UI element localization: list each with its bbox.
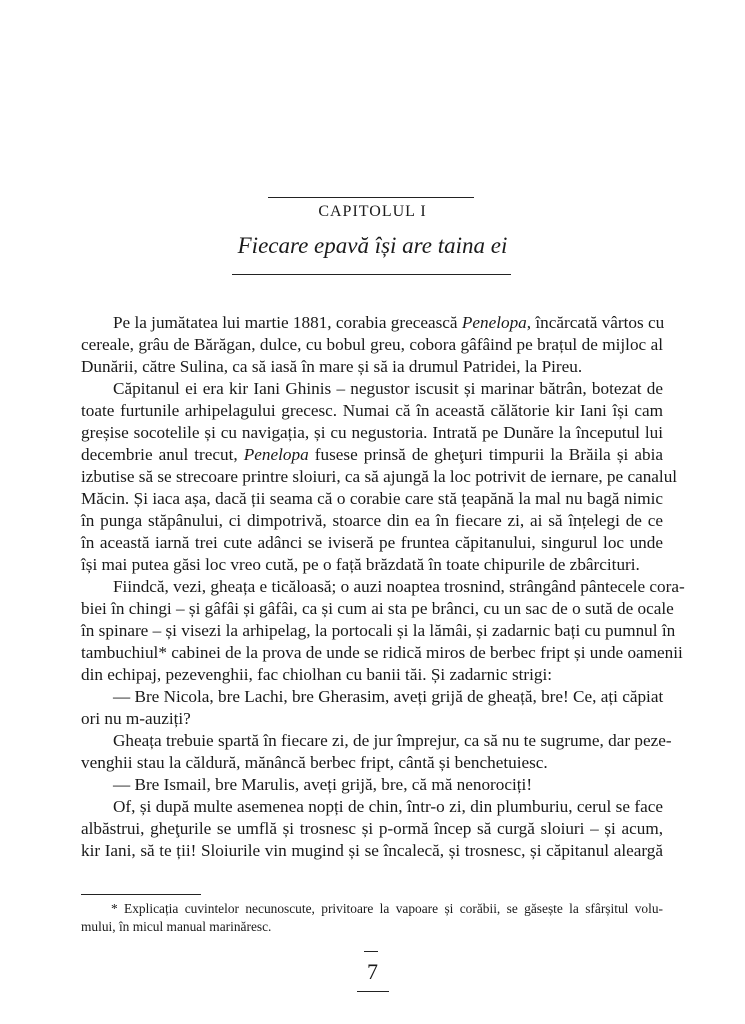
text-line: tambuchiul* cabinei de la prova de unde se ridică miros de berbec fript și unde oamenii xyxy=(81,643,683,662)
ship-name: Penelopa xyxy=(461,313,527,332)
chapter-title-rule xyxy=(232,274,511,275)
text-line: Măcin. Și iaca așa, dacă ții seama că o corabie care stă țeapănă la mal nu bagă nimic xyxy=(81,489,663,508)
text-line: biei în chingi – și gâfâi și gâfâi, ca și cum ai sta pe brânci, cu un sac de o sută de ocale xyxy=(81,599,674,618)
text-line: kir Iani, să te ții! Sloiurile vin mugind și se încalecă, și trosnesc, și căpitanul aleargă xyxy=(81,841,663,860)
page-number-bottom-rule xyxy=(357,991,389,992)
text-line: în această iarnă trei cute adânci se iviseră pe fruntea căpitanului, singurul loc unde xyxy=(81,533,663,552)
footnote-line: * Explicația cuvintelor necunoscute, privitoare la vapoare și corăbii, se găsește la sfârșitul volu- xyxy=(111,901,663,916)
text-line: decembrie anul trecut, Penelopa fusese prinsă de gheţuri timpurii la Brăila și abia xyxy=(81,445,663,464)
text-line: își mai putea găsi loc vreo cută, pe o față brăzdată în toate chipurile de zbârcituri. xyxy=(81,555,640,574)
text-line: albăstrui, gheţurile se umflă și trosnesc și p-ormă încep să curgă sloiuri – și acum, xyxy=(81,819,663,838)
page-number: 7 xyxy=(367,959,378,984)
text-line: izbutise să se strecoare printre sloiuri, ca să ajungă la loc potrivit de iernare, pe canalul xyxy=(81,467,678,486)
chapter-title: Fiecare epavă își are taina ei xyxy=(237,233,508,258)
text-line: din echipaj, pezevenghii, fac chiolhan cu banii tăi. Și zadarnic strigi: xyxy=(81,665,553,684)
text-line: Dunării, către Sulina, ca să iasă în mare și să ia drumul Patridei, la Pireu. xyxy=(81,357,583,376)
text-line: — Bre Nicola, bre Lachi, bre Gherasim, aveți grijă de gheață, bre! Ce, ați căpiat xyxy=(113,687,664,706)
text-line: toate furtunile arhipelagului grecesc. Numai că în această călătorie kir Iani își cam xyxy=(81,401,663,420)
text-line: Căpitanul ei era kir Iani Ghinis – negustor iscusit și marinar bătrân, botezat de xyxy=(113,379,663,398)
text-line: în punga stăpânului, ci dimpotrivă, stoarce din ea în fiecare zi, ai să înțelegi de ce xyxy=(81,511,663,530)
text-line: ori nu m-auziți? xyxy=(81,709,191,728)
text-line: Of, și după multe asemenea nopți de chin, într-o zi, din plumburiu, cerul se face xyxy=(113,797,663,816)
text-line: venghii stau la căldură, mănâncă berbec fript, cântă și benchetuiesc. xyxy=(81,753,548,772)
text-line: — Bre Ismail, bre Marulis, aveți grijă, bre, că mă nenorociți! xyxy=(113,775,533,794)
text-line: greșise socotelile și cu navigația, și cu negustoria. Intrată pe Dunăre la începutul lui xyxy=(81,423,663,442)
text-line: Fiindcă, vezi, gheața e ticăloasă; o auzi noaptea trosnind, strângând pântecele cora- xyxy=(113,577,685,596)
page-number-top-rule xyxy=(364,951,378,952)
text-line: Gheața trebuie spartă în fiecare zi, de jur împrejur, ca să nu te sugrume, dar peze- xyxy=(113,731,672,750)
ship-name: Penelopa xyxy=(243,445,309,464)
text-line: Pe la jumătatea lui martie 1881, corabia grecească Penelopa, încărcată vârtos cu xyxy=(113,313,665,332)
footnote-line: mului, în micul manual marinăresc. xyxy=(81,919,272,934)
text-line: în spinare – și visezi la arhipelag, la portocali și la lămâi, și zadarnic bați cu pumnul în xyxy=(81,621,676,640)
chapter-number: CAPITOLUL I xyxy=(318,203,427,220)
text-line: cereale, grâu de Bărăgan, dulce, cu bobul greu, cobora gâfâind pe brațul de mijloc al xyxy=(81,335,663,354)
footnote-rule xyxy=(81,894,201,895)
chapter-top-rule xyxy=(268,197,474,198)
